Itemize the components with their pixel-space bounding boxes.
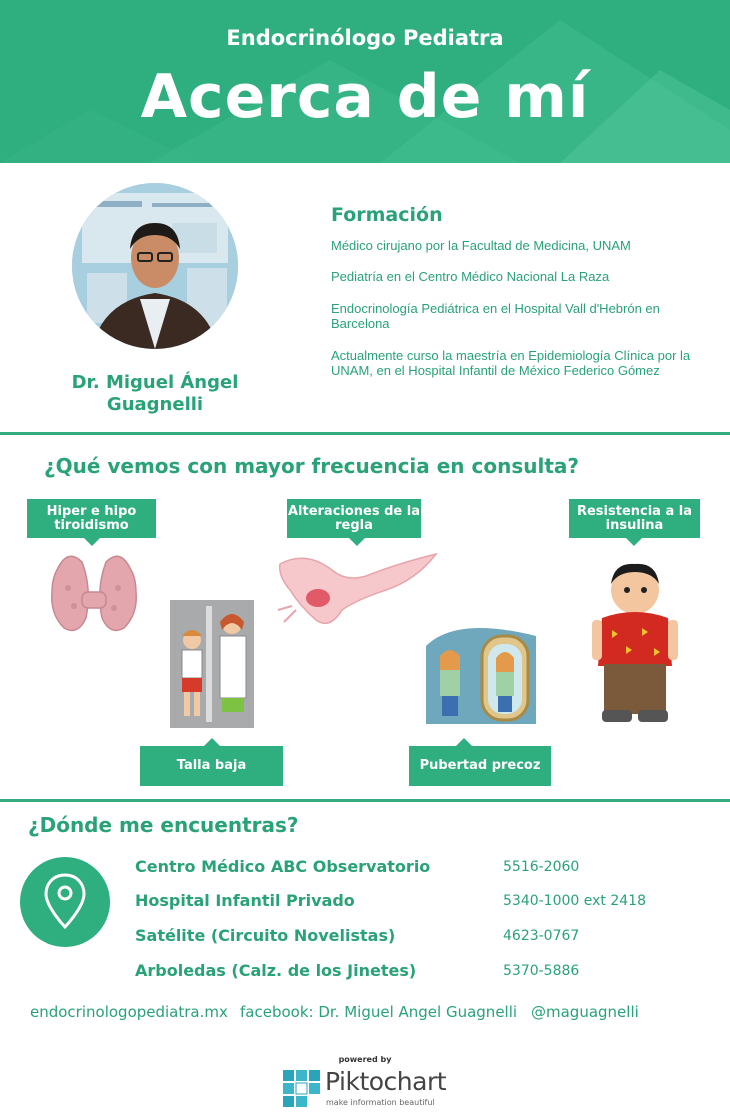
facebook-link[interactable]: facebook: Dr. Miguel Angel Guagnelli <box>240 1003 518 1021</box>
label-pointer <box>204 738 220 746</box>
topic-label-text: Resistencia a la insulina <box>576 503 693 533</box>
piktochart-tagline: make information beautiful <box>326 1098 435 1107</box>
insulina-illustration <box>592 558 678 728</box>
powered-by-text: powered by <box>338 1055 392 1064</box>
piktochart-logo-icon <box>283 1070 321 1108</box>
piktochart-brand: Piktochart <box>325 1067 447 1096</box>
topic-label-insulina <box>569 499 700 538</box>
header-banner <box>0 0 730 163</box>
topic-label-tiroidismo <box>27 499 156 538</box>
location-name: Satélite (Circuito Novelistas) <box>135 926 396 945</box>
location-phone: 5370-5886 <box>503 963 580 979</box>
location-name: Hospital Infantil Privado <box>135 891 355 910</box>
location-name: Centro Médico ABC Observatorio <box>135 857 431 876</box>
topic-label-text: Pubertad precoz <box>419 758 541 773</box>
header-subtitle: Endocrinólogo Pediatra <box>226 26 504 50</box>
formacion-item: Pediatría en el Centro Médico Nacional La Raza <box>331 269 610 284</box>
label-pointer <box>349 538 365 546</box>
formacion-item: Médico cirujano por la Facultad de Medicina, UNAM <box>331 238 631 253</box>
label-pointer <box>84 538 100 546</box>
label-pointer <box>626 538 642 546</box>
page-title: Acerca de mí <box>140 62 590 132</box>
website-link[interactable]: endocrinologopediatra.mx <box>30 1003 228 1021</box>
consulta-title: ¿Qué vemos con mayor frecuencia en consulta? <box>44 454 579 478</box>
location-phone: 5516-2060 <box>503 859 580 875</box>
location-pin-icon <box>20 857 110 947</box>
location-phone: 4623-0767 <box>503 928 580 944</box>
pubertad-illustration <box>426 616 536 724</box>
talla-baja-illustration <box>170 600 254 728</box>
location-phone: 5340-1000 ext 2418 <box>503 893 646 909</box>
ubicacion-title: ¿Dónde me encuentras? <box>28 813 299 837</box>
formacion-item: Endocrinología Pediátrica en el Hospital Vall d'Hebrón en Barcelona <box>331 301 660 331</box>
twitter-link[interactable]: @maguagnelli <box>531 1003 639 1021</box>
uterus-illustration <box>276 550 440 630</box>
label-pointer <box>456 738 472 746</box>
thyroid-illustration <box>48 548 140 634</box>
section-divider <box>0 799 730 802</box>
doctor-photo <box>72 183 238 349</box>
formacion-item: Actualmente curso la maestría en Epidemiología Clínica por la UNAM, en el Hospital Infantil de México Federico Gómez <box>331 348 691 378</box>
topic-label-text: Talla baja <box>176 758 247 773</box>
doctor-name: Dr. Miguel Ángel Guagnelli <box>71 372 239 415</box>
section-divider <box>0 432 730 435</box>
topic-label-regla <box>287 499 421 538</box>
formacion-title: Formación <box>331 204 443 226</box>
topic-label-pubertad <box>409 746 551 786</box>
topic-label-text: Alteraciones de la regla <box>287 503 421 533</box>
topic-label-text: Hiper e hipo tiroidismo <box>46 503 137 533</box>
location-name: Arboledas (Calz. de los Jinetes) <box>135 961 417 980</box>
topic-label-talla <box>140 746 283 786</box>
